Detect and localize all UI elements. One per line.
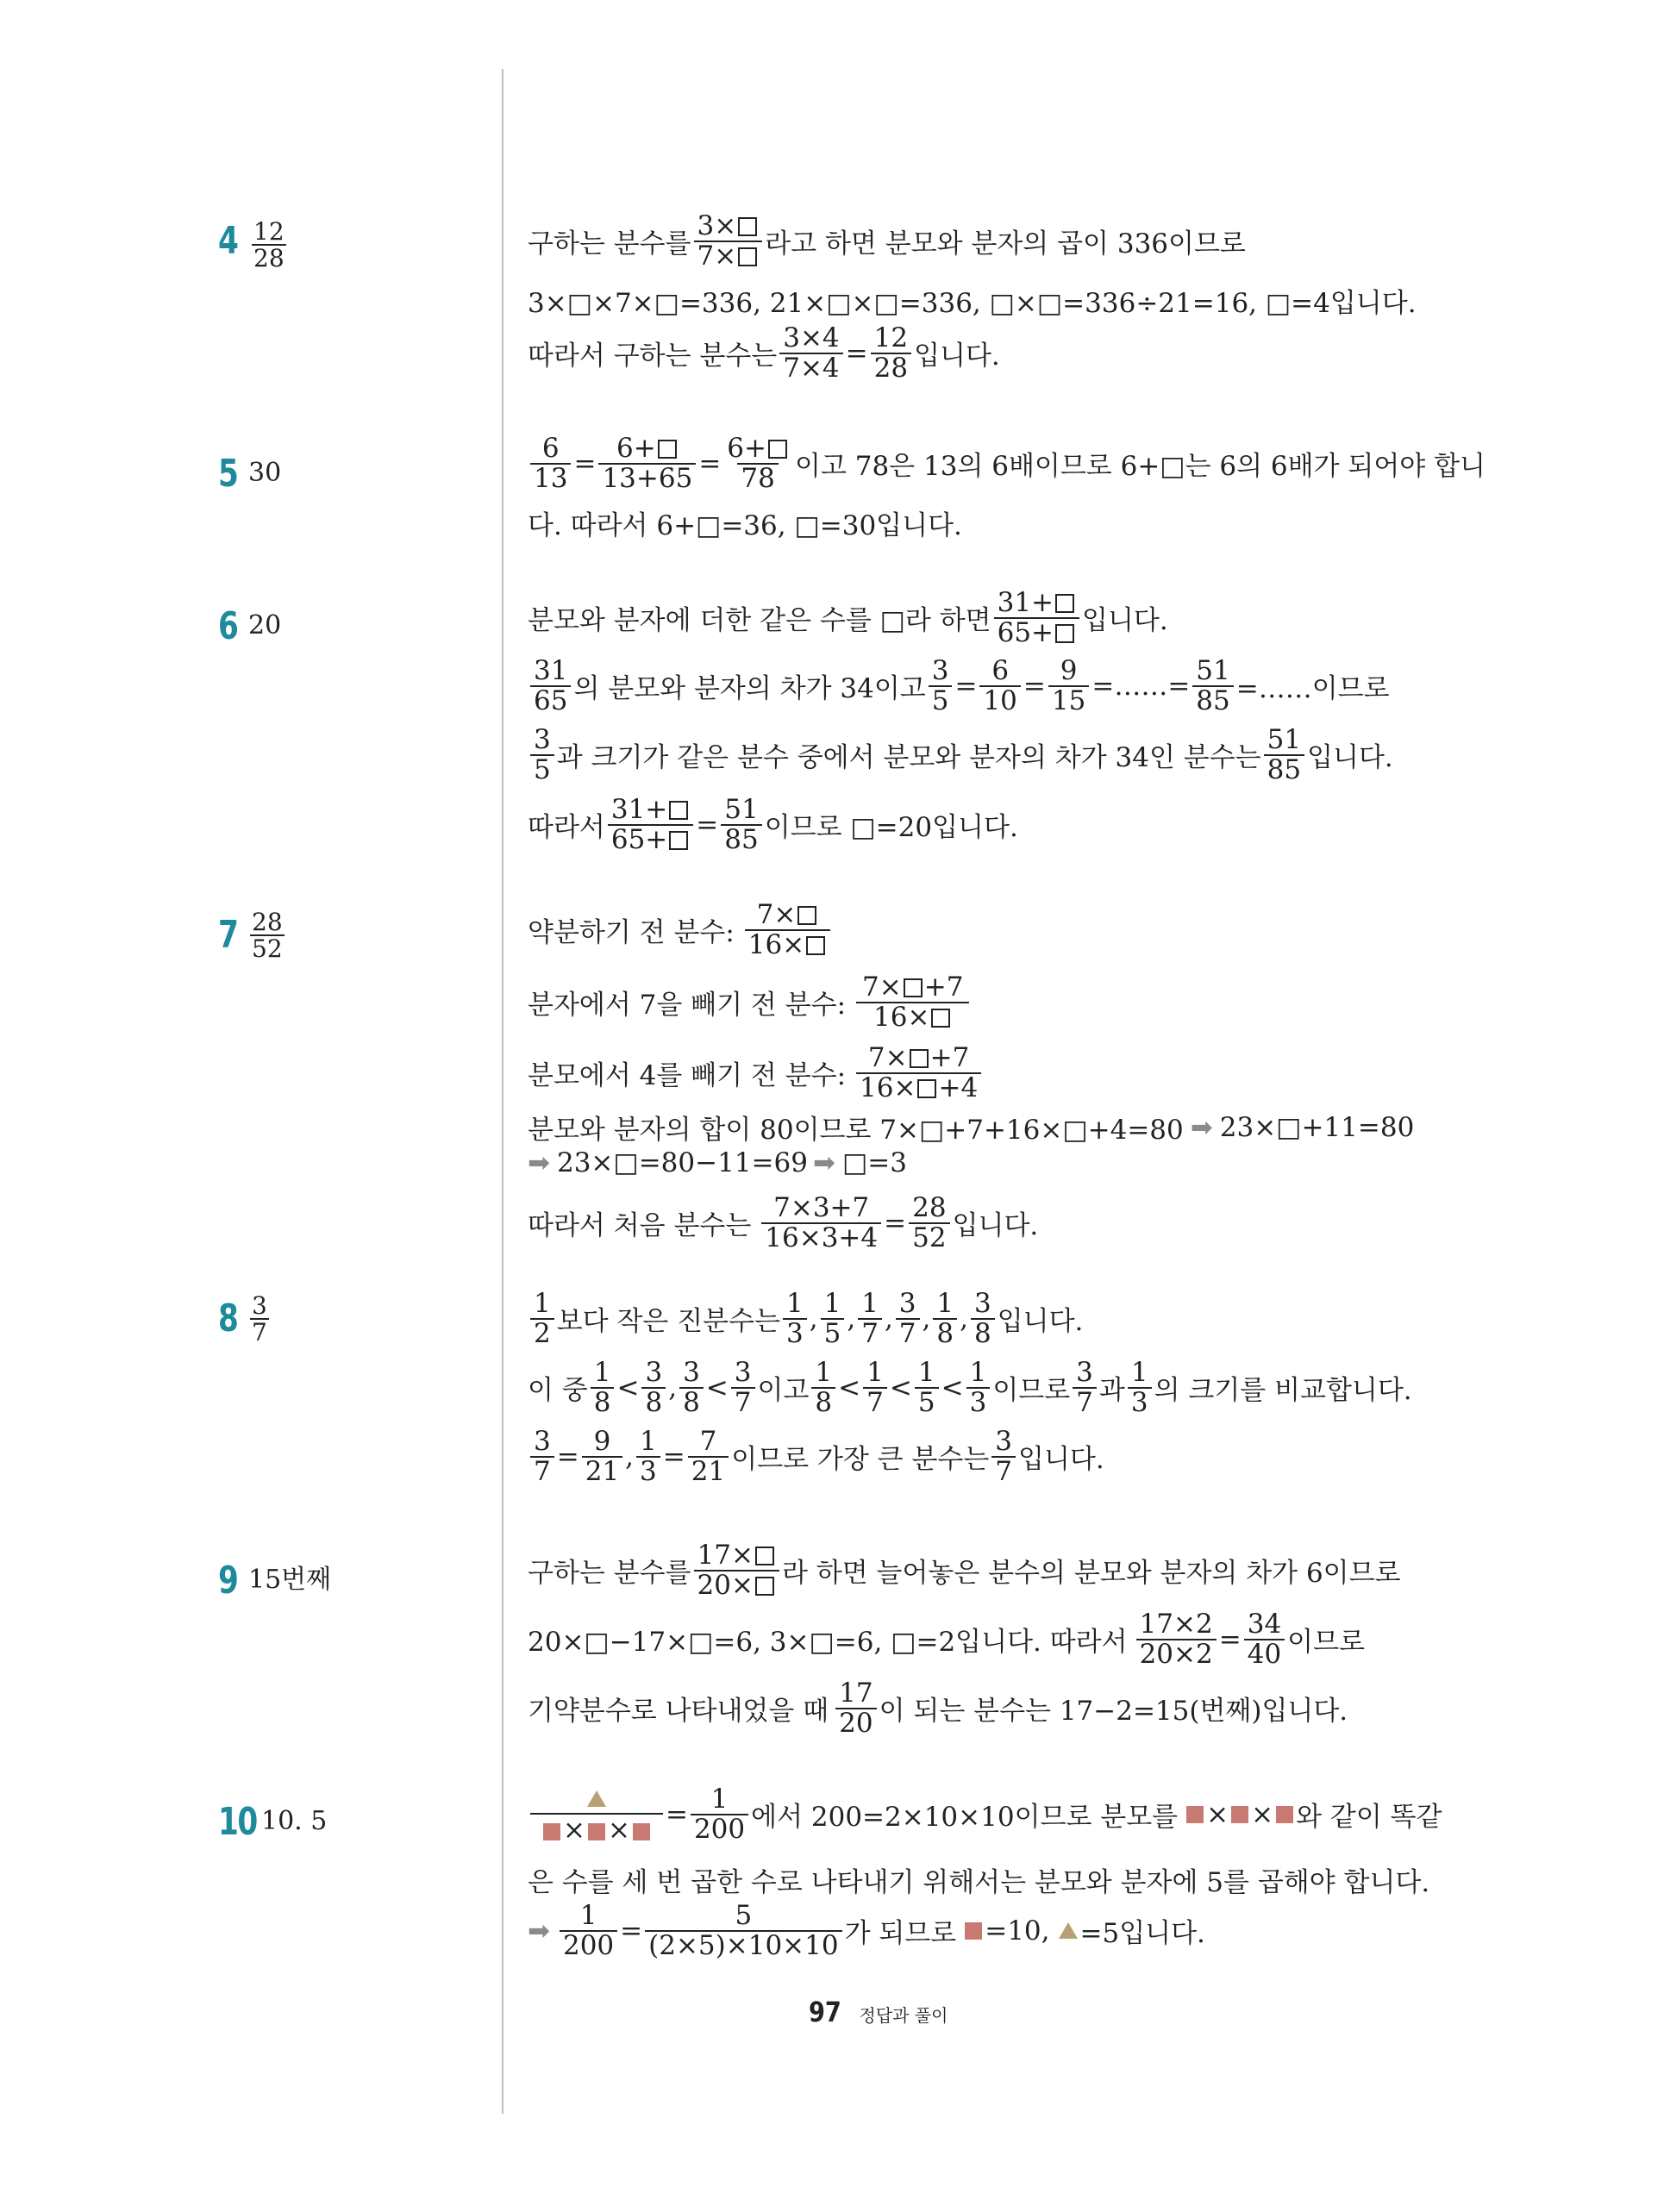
text: 따라서 구하는 분수는 <box>528 341 778 372</box>
solution-line: 따라서 31+ 65+ = $\frac{51}{85}$ 이므로 □=20입니다. <box>528 794 1018 855</box>
text: 입니다. <box>997 1306 1084 1338</box>
problem-number: 7 <box>218 913 238 957</box>
text: 분모와 분자에 더한 같은 수를 □라 하면 <box>528 605 991 637</box>
text: 기약분수로 나타내었을 때 <box>528 1696 829 1728</box>
text: =10, <box>985 1915 1050 1946</box>
text: 이 되는 분수는 17−2=15(번째)입니다. <box>879 1696 1348 1728</box>
solution-line <box>528 1147 907 1178</box>
text: 보다 작은 진분수는 <box>556 1306 781 1338</box>
solution-line: 31 65 의 분모와 분자의 차가 34이고 3 5 = 6 10 = 9 15 =……= $\frac{51}{85}$ =……이므로 <box>528 657 1390 715</box>
text: 라고 하면 분모와 분자의 곱이 336이므로 <box>765 228 1246 260</box>
square-icon <box>965 1922 982 1940</box>
text: 가 되므로 <box>844 1918 957 1950</box>
square-icon <box>543 1823 560 1840</box>
text: 과 <box>1098 1375 1125 1407</box>
solution-line: 3 7 = 9 21 , 1 3 = 7 21 이므로 가장 큰 분수는 3 7 입니다. <box>528 1428 1104 1485</box>
answer-denominator: 7 <box>252 1318 267 1347</box>
solution-line: × × = $\frac{1}{200}$ 에서 200=2×10×10이므로 분모를 × × 와 같이 똑같 <box>528 1784 1442 1844</box>
text: 라 하면 늘어놓은 분수의 분모와 분자의 차가 6이므로 <box>781 1558 1401 1590</box>
fraction: 6+ 13+65 <box>598 434 696 492</box>
text: 따라서 처음 분수는 <box>528 1210 752 1242</box>
text: 따라서 <box>528 812 605 844</box>
text: 이므로 가장 큰 분수는 <box>731 1444 990 1476</box>
page-footer <box>809 1996 948 2028</box>
text: 이 중 <box>528 1375 588 1407</box>
square-icon <box>1276 1806 1293 1823</box>
answer: 20 <box>248 610 282 640</box>
solution-line: 20×□−17×□=6, 3×□=6, □=2입니다. 따라서 17×2 20×2 = 34 40 이므로 <box>528 1609 1366 1670</box>
answer: 30 <box>248 458 282 488</box>
fraction: 31 65 <box>530 657 571 715</box>
square-icon <box>1186 1806 1204 1823</box>
text: 입니다. <box>914 341 1000 372</box>
arrow-right-icon: ➡ <box>528 1147 550 1178</box>
problem-number: 6 <box>218 604 238 648</box>
text: 와 같이 똑같 <box>1296 1802 1442 1834</box>
answer-numerator: 28 <box>252 908 283 936</box>
answer-numerator: 3 <box>252 1291 267 1320</box>
triangle-icon <box>1059 1922 1078 1939</box>
text: 입니다. <box>952 1210 1039 1242</box>
answer: 10. 5 <box>261 1806 328 1836</box>
fraction: 6 13 <box>530 434 571 492</box>
solution-line <box>528 589 1168 647</box>
text: 입니다. <box>1018 1444 1104 1476</box>
fraction: 3× 7× <box>694 212 763 270</box>
answer <box>250 909 285 962</box>
text: 의 크기를 비교합니다. <box>1154 1375 1412 1407</box>
text: 구하는 분수를 <box>528 1558 691 1590</box>
answer-numerator: 12 <box>253 217 285 246</box>
text: 이고 78은 13의 6배이므로 6+□는 6의 6배가 되어야 합니 <box>795 451 1485 483</box>
solution-line: 은 수를 세 번 곱한 수로 나타내기 위해서는 분모와 분자에 5를 곱해야 합니다. <box>528 1867 1430 1898</box>
fraction: × × <box>530 1784 663 1844</box>
solution-line: 6 13 = 6+ 13+65 = 6+ 78 이고 78은 13의 6배이므로 6+□는 6의 6배가 되어야 합니 <box>528 434 1485 492</box>
text: □=3 <box>841 1147 907 1178</box>
fraction: 6+ 78 <box>723 434 792 492</box>
text: 구하는 분수를 <box>528 228 691 260</box>
text: 입니다. <box>1082 605 1168 637</box>
solution-line <box>528 212 1246 270</box>
arrow-right-icon: ➡ <box>812 1147 835 1178</box>
arrow-right-icon: ➡ <box>1190 1111 1213 1143</box>
solution-line: 기약분수로 나타내었을 때 17 20 이 되는 분수는 17−2=15(번째)입니다. <box>528 1678 1348 1739</box>
answer: 15번째 <box>248 1565 332 1595</box>
answer-denominator: 52 <box>252 934 283 964</box>
solution-line: 다. 따라서 6+□=36, □=30입니다. <box>528 510 962 541</box>
triangle-icon <box>587 1790 606 1807</box>
text: 과 크기가 같은 분수 중에서 분모와 분자의 차가 34인 분수는 <box>556 742 1261 774</box>
text: 20×□−17×□=6, 3×□=6, □=2입니다. 따라서 <box>528 1627 1128 1659</box>
solution-line: 3 5 과 크기가 같은 분수 중에서 분모와 분자의 차가 34인 분수는 51 85 입니다. <box>528 726 1393 784</box>
fraction: 31+ 65+ <box>994 589 1079 647</box>
fraction: 3×4 7×4 <box>779 324 842 382</box>
column-divider <box>502 69 504 2114</box>
text: 이므로 <box>992 1375 1071 1407</box>
text: 이므로 <box>1287 1627 1366 1659</box>
text: 약분하기 전 분수: <box>528 917 735 949</box>
solution-line: 분자에서 7을 빼기 전 분수: 7× +7 16× <box>528 973 972 1031</box>
footer-label: 정답과 풀이 <box>859 2005 948 2026</box>
solution-line: ➡ 1 200 = 5 (2×5)×10×10 가 되므로 =10, =5입니다. <box>528 1900 1205 1961</box>
problem-number: 5 <box>218 452 238 496</box>
text: 이므로 □=20입니다. <box>764 812 1018 844</box>
solution-line <box>528 1108 1414 1147</box>
problem-number: 9 <box>218 1559 238 1603</box>
text: 분자에서 7을 빼기 전 분수: <box>528 990 847 1022</box>
answer-denominator: 28 <box>253 244 285 273</box>
solution-line: 구하는 분수를 17× 20× 라 하면 늘어놓은 분수의 분모와 분자의 차가 6이므로 <box>528 1540 1401 1601</box>
problem-number: 4 <box>218 219 238 263</box>
solution-line: 분모에서 4를 빼기 전 분수: 7× +7 16× +4 <box>528 1044 984 1102</box>
solution-line: 이 중 1 8 < 3 8 , 3 8 < 3 7 이고 1 8 < 1 7 < 1 5 < 1 3 이므로 3 7 과 1 3 의 크기를 비교합니다. <box>528 1357 1412 1418</box>
square-icon <box>588 1823 605 1840</box>
solution-line: 3×□×7×□=336, 21×□×□=336, □×□=336÷21=16, □=4입니다. <box>528 288 1417 319</box>
text: 이고 <box>757 1375 810 1407</box>
square-icon <box>633 1823 650 1840</box>
problem-number: 8 <box>218 1297 238 1340</box>
arrow-right-icon: ➡ <box>528 1915 550 1946</box>
fraction: 12 28 <box>871 324 911 382</box>
text: 의 분모와 분자의 차가 34이고 <box>573 673 926 705</box>
text: 에서 200=2×10×10이므로 분모를 <box>751 1802 1179 1834</box>
answer <box>250 1293 269 1346</box>
answer <box>252 219 286 272</box>
text: 분모와 분자의 합이 80이므로 7×□+7+16×□+4=80 <box>528 1115 1184 1146</box>
text: 23×□+11=80 <box>1219 1111 1415 1143</box>
text: 23×□=80−11=69 <box>556 1147 808 1178</box>
text: =……이므로 <box>1235 673 1390 705</box>
text: =5입니다. <box>1079 1918 1205 1950</box>
solution-line: 따라서 처음 분수는 7×3+7 16×3+4 = 28 52 입니다. <box>528 1192 1039 1253</box>
square-icon <box>1231 1806 1248 1823</box>
solution-line: 따라서 구하는 분수는 3×4 7×4 = 12 28 입니다. <box>528 322 1000 384</box>
text: 입니다. <box>1307 742 1393 774</box>
problem-number: 10 <box>218 1800 257 1844</box>
solution-line: 1 2 보다 작은 진분수는 1 3 , 1 5 , 1 7 , 3 7 , 1 8 , 3 8 입니다. <box>528 1290 1083 1347</box>
page-number: 97 <box>809 1996 841 2028</box>
solution-line: 약분하기 전 분수: 7× 16× <box>528 901 833 959</box>
text: 분모에서 4를 빼기 전 분수: <box>528 1060 847 1092</box>
